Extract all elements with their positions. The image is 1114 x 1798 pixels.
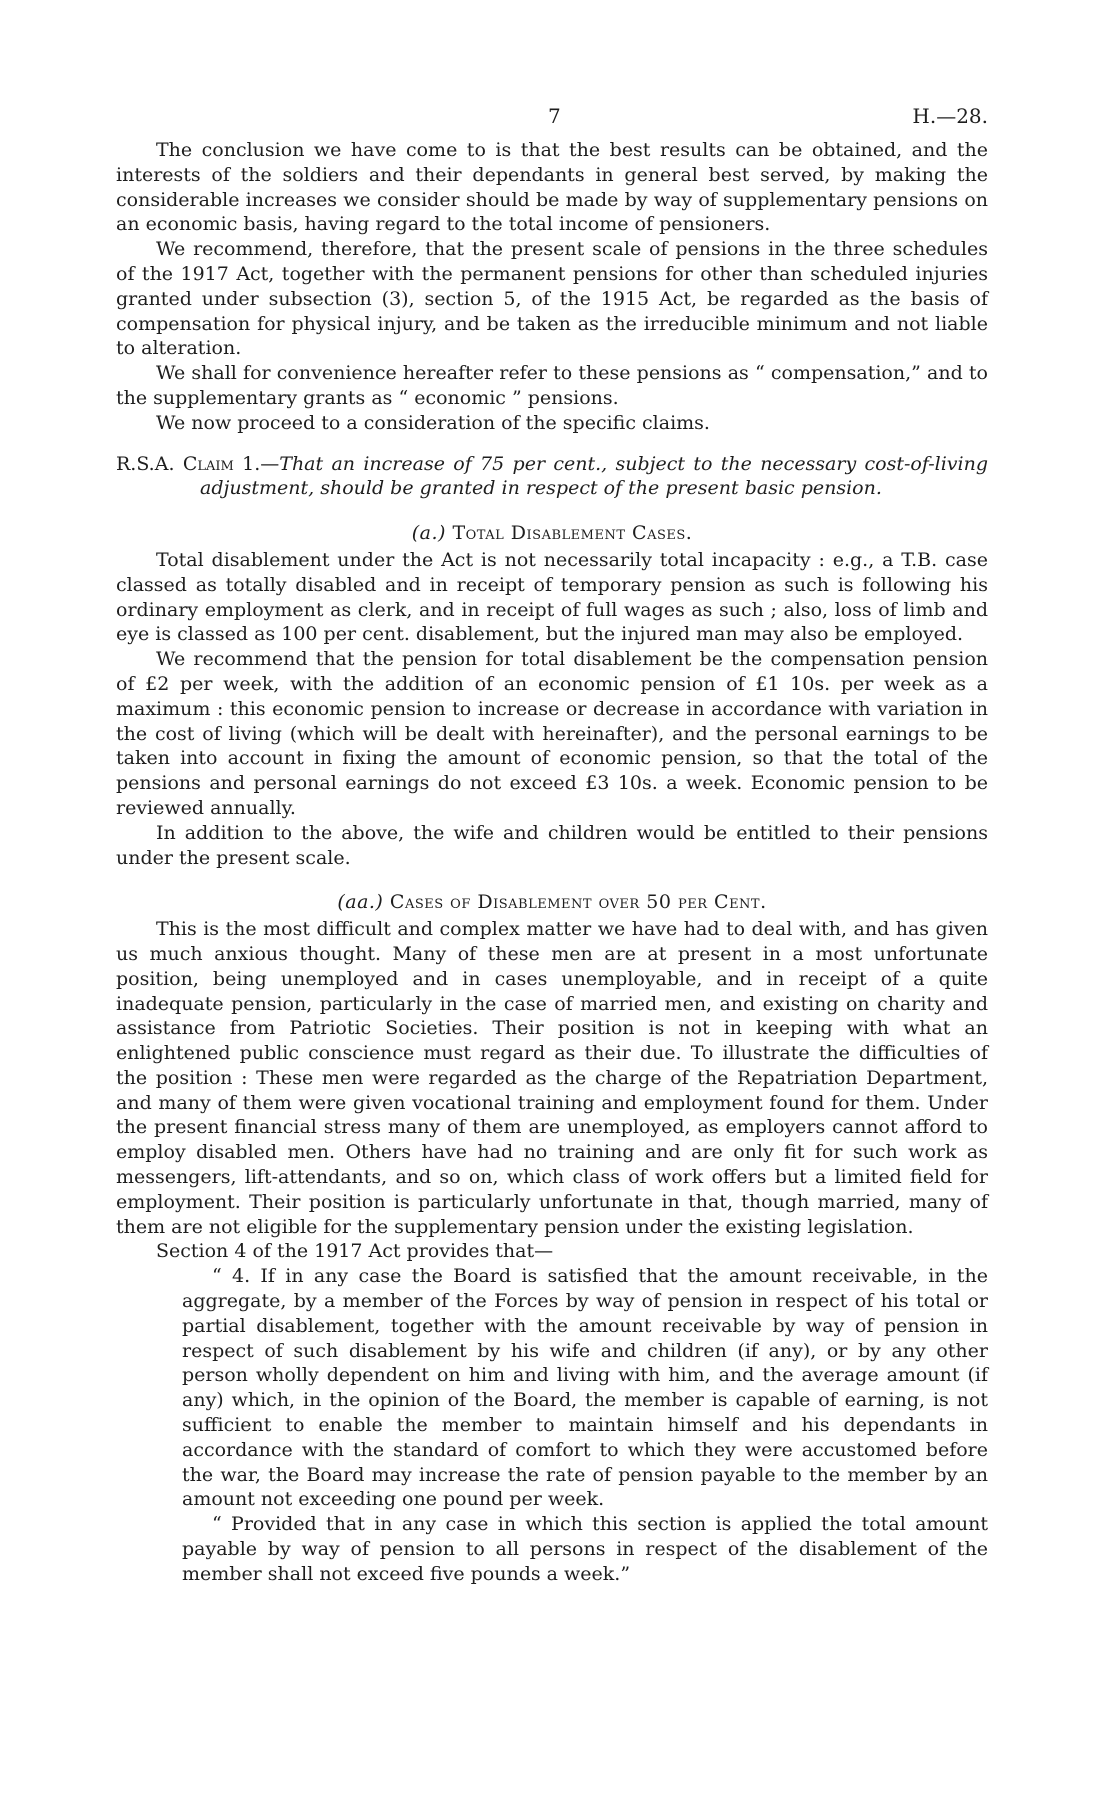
statute-quote <box>182 1264 988 1586</box>
section-heading-over-50 <box>116 890 988 915</box>
section-title: Cases of Disablement over 50 per Cent. <box>389 891 767 914</box>
section-tag: (a.) <box>411 522 446 545</box>
page-number: 7 <box>548 104 561 128</box>
quote-paragraph: “ 4. If in any case the Board is satisfied that the amount receivable, in the aggregate, by a member of the Forces by way of pension in respect of his total or partial disablement, together with the amount receivable by way of pension in respect of such disablement by his wife and children (if any), or by any other person wholly dependent on him and living with him, and the average amount (if any) which, in the opinion of the Board, the member is capable of earning, is not sufficient to enable the member to maintain himself and his dependants in accordance with the standard of comfort to which they were accustomed before the war, the Board may increase the rate of pension payable to the member by an amount not exceeding one pound per week. <box>182 1265 988 1511</box>
quote-paragraph: “ Provided that in any case in which this section is applied the total amount payable by way of pension to all persons in respect of the disablement of the member shall not exceed five pounds a week.” <box>182 1513 988 1585</box>
claim-label <box>116 453 279 475</box>
paragraph: We recommend that the pension for total disablement be the compensation pension of £2 per week, with the addition of an economic pension of £1 10s. per week as a maximum : this economic pension to increase or decrease in accordance with variation in the cost of living (which will be dealt with hereinafter), and the personal earnings to be taken into account in fixing the amount of economic pension, so that the total of the pensions and personal earnings do not exceed £3 10s. a week. Economic pension to be reviewed annually. <box>116 648 988 819</box>
paragraph: Section 4 of the 1917 Act provides that— <box>156 1240 554 1263</box>
paragraph: We recommend, therefore, that the present scale of pensions in the three schedules of the 1917 Act, together with the permanent pensions for other than scheduled injuries granted under subsection (3), section 5, of the 1915 Act, be regarded as the basis of compensation for physical injury, and be taken as the irreducible minimum and not liable to alteration. <box>116 238 988 360</box>
paragraph: Total disablement under the Act is not necessarily total incapacity : e.g., a T.B. case classed as totally disabled and in receipt of temporary pension as such is following his ordinary employment as clerk, and in receipt of full wages as such ; also, loss of limb and eye is classed as 100 per cent. disablement, but the injured man may also be employed. <box>116 548 988 646</box>
section-title: Total Disablement Cases. <box>452 522 693 545</box>
claim-word: Claim 1. <box>182 452 261 475</box>
paragraph: This is the most difficult and complex matter we have had to deal with, and has given us much anxious thought. Many of these men are at present in a most unfortunate position, being unemployed and in cases unemployable, and in receipt of a quite inadequate pension, particularly in the case of married men, and existing on charity and assistance from Patriotic Societies. Their position is not in keeping with what an enlightened public conscience must regard as their due. To illustrate the difficulties of the position : These men were regarded as the charge of the Repatriation Department, and many of them were given vocational training and employment found for them. Under the present financial stress many of them are unemployed, as employers cannot afford to employ disabled men. Others have had no training and are only fit for such work as messengers, lift-attendants, and so on, which class of work offers but a limited field for employment. Their position is particularly unfortunate in that, though married, many of them are not eligible for the supplementary pension under the existing legislation. <box>116 918 988 1238</box>
section-over-50 <box>116 917 988 1587</box>
paragraph: We now proceed to a consideration of the specific claims. <box>156 411 710 434</box>
paragraph: In addition to the above, the wife and children would be entitled to their pensions under the present scale. <box>116 821 988 869</box>
document-page <box>116 104 988 1587</box>
paragraph: We shall for convenience hereafter refer to these pensions as “ compensation,” and to the supplementary grants as “ economic ” pensions. <box>116 362 988 409</box>
claim-prefix: R.S.A. <box>116 452 175 475</box>
page-header <box>116 104 988 138</box>
document-code: H.—28. <box>912 104 988 128</box>
section-heading-total-disablement <box>116 521 988 546</box>
claim-block <box>116 452 988 502</box>
paragraph: The conclusion we have come to is that the best results can be obtained, and the interests of the soldiers and their dependants in general best served, by making the considerable increases we consider should be made by way of supplementary pensions on an economic basis, having regard to the total income of pensioners. <box>116 139 988 236</box>
section-total-disablement <box>116 548 988 870</box>
section-tag: (aa.) <box>337 891 384 914</box>
claim-dash: — <box>260 452 280 475</box>
claim-text: That an increase of 75 per cent., subject to the necessary cost-of-living adjustment, should be granted in respect of the present basic pension. <box>200 452 988 500</box>
intro-section <box>116 138 988 436</box>
